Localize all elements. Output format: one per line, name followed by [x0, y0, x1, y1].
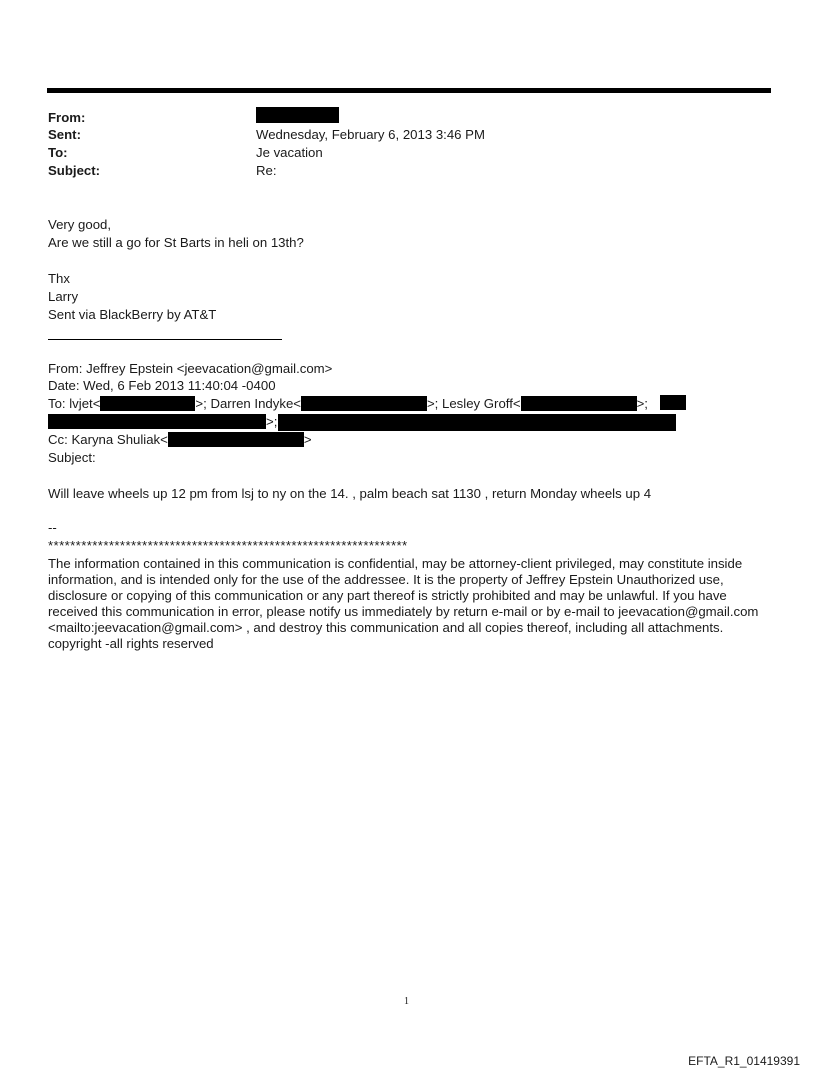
quoted-to-part: >; [636, 396, 648, 411]
quoted-cc-prefix: Cc: Karyna Shuliak< [48, 432, 168, 447]
quoted-to-part: >; Darren Indyke< [195, 396, 301, 411]
to-label: To: [48, 145, 68, 160]
redaction [100, 396, 195, 411]
body-signature: Larry [48, 289, 79, 304]
from-label: From: [48, 110, 86, 125]
redaction [168, 432, 304, 447]
body-question: Are we still a go for St Barts in heli on 13th? [48, 235, 304, 250]
confidentiality-disclaimer: The information contained in this communication is confidential, may be attorney-client privileged, may constitute inside information, and is intended only for the use of the addressee. It is the property of Jeffrey Epstein Unauthorized use, disclosure or copying of this communication or any part thereof is strictly prohibited and may be unlawful. If you have received this communication in error, please notify us immediately by return e-mail or by e-mail to jeevacation@gmail.com <mailto:jeevacation@gmail.com> , and destroy this communication and all copies thereof, including all attachments. copyright -all rights reserved [48, 556, 759, 651]
body-device-note: Sent via BlackBerry by AT&T [48, 307, 217, 322]
bates-number: EFTA_R1_01419391 [688, 1054, 800, 1068]
redaction [278, 414, 676, 431]
sent-value: Wednesday, February 6, 2013 3:46 PM [256, 127, 485, 142]
sent-label: Sent: [48, 127, 81, 142]
quoted-cc-suffix: > [303, 432, 312, 447]
signature-dashes: -- [48, 520, 57, 535]
subject-label: Subject: [48, 163, 101, 178]
from-redaction [256, 107, 339, 123]
quoted-subject: Subject: [48, 450, 96, 465]
quoted-message: Will leave wheels up 12 pm from lsj to ny on the 14. , palm beach sat 1130 , return Monday wheels up 4 [48, 486, 652, 501]
to-value: Je vacation [256, 145, 323, 160]
page-number: 1 [404, 996, 409, 1007]
quoted-to-prefix: To: lvjet< [48, 396, 101, 411]
quote-separator [48, 339, 282, 340]
redaction [521, 396, 637, 411]
quoted-cc-line [48, 432, 312, 448]
quoted-to-part: >; Lesley Groff< [426, 396, 521, 411]
quoted-date: Date: Wed, 6 Feb 2013 11:40:04 -0400 [48, 378, 276, 393]
redaction [48, 414, 266, 429]
body-greeting: Very good, [48, 217, 112, 232]
body-thanks: Thx [48, 271, 70, 286]
redaction [301, 396, 427, 411]
quoted-from: From: Jeffrey Epstein <jeevacation@gmail.com> [48, 361, 333, 376]
header-rule [47, 88, 771, 93]
quoted-to-line2-tail: >; [266, 414, 278, 429]
star-divider: ***************************************************************** [48, 538, 408, 553]
redaction [660, 395, 686, 410]
subject-value: Re: [256, 163, 277, 178]
quoted-to-line [48, 396, 648, 412]
